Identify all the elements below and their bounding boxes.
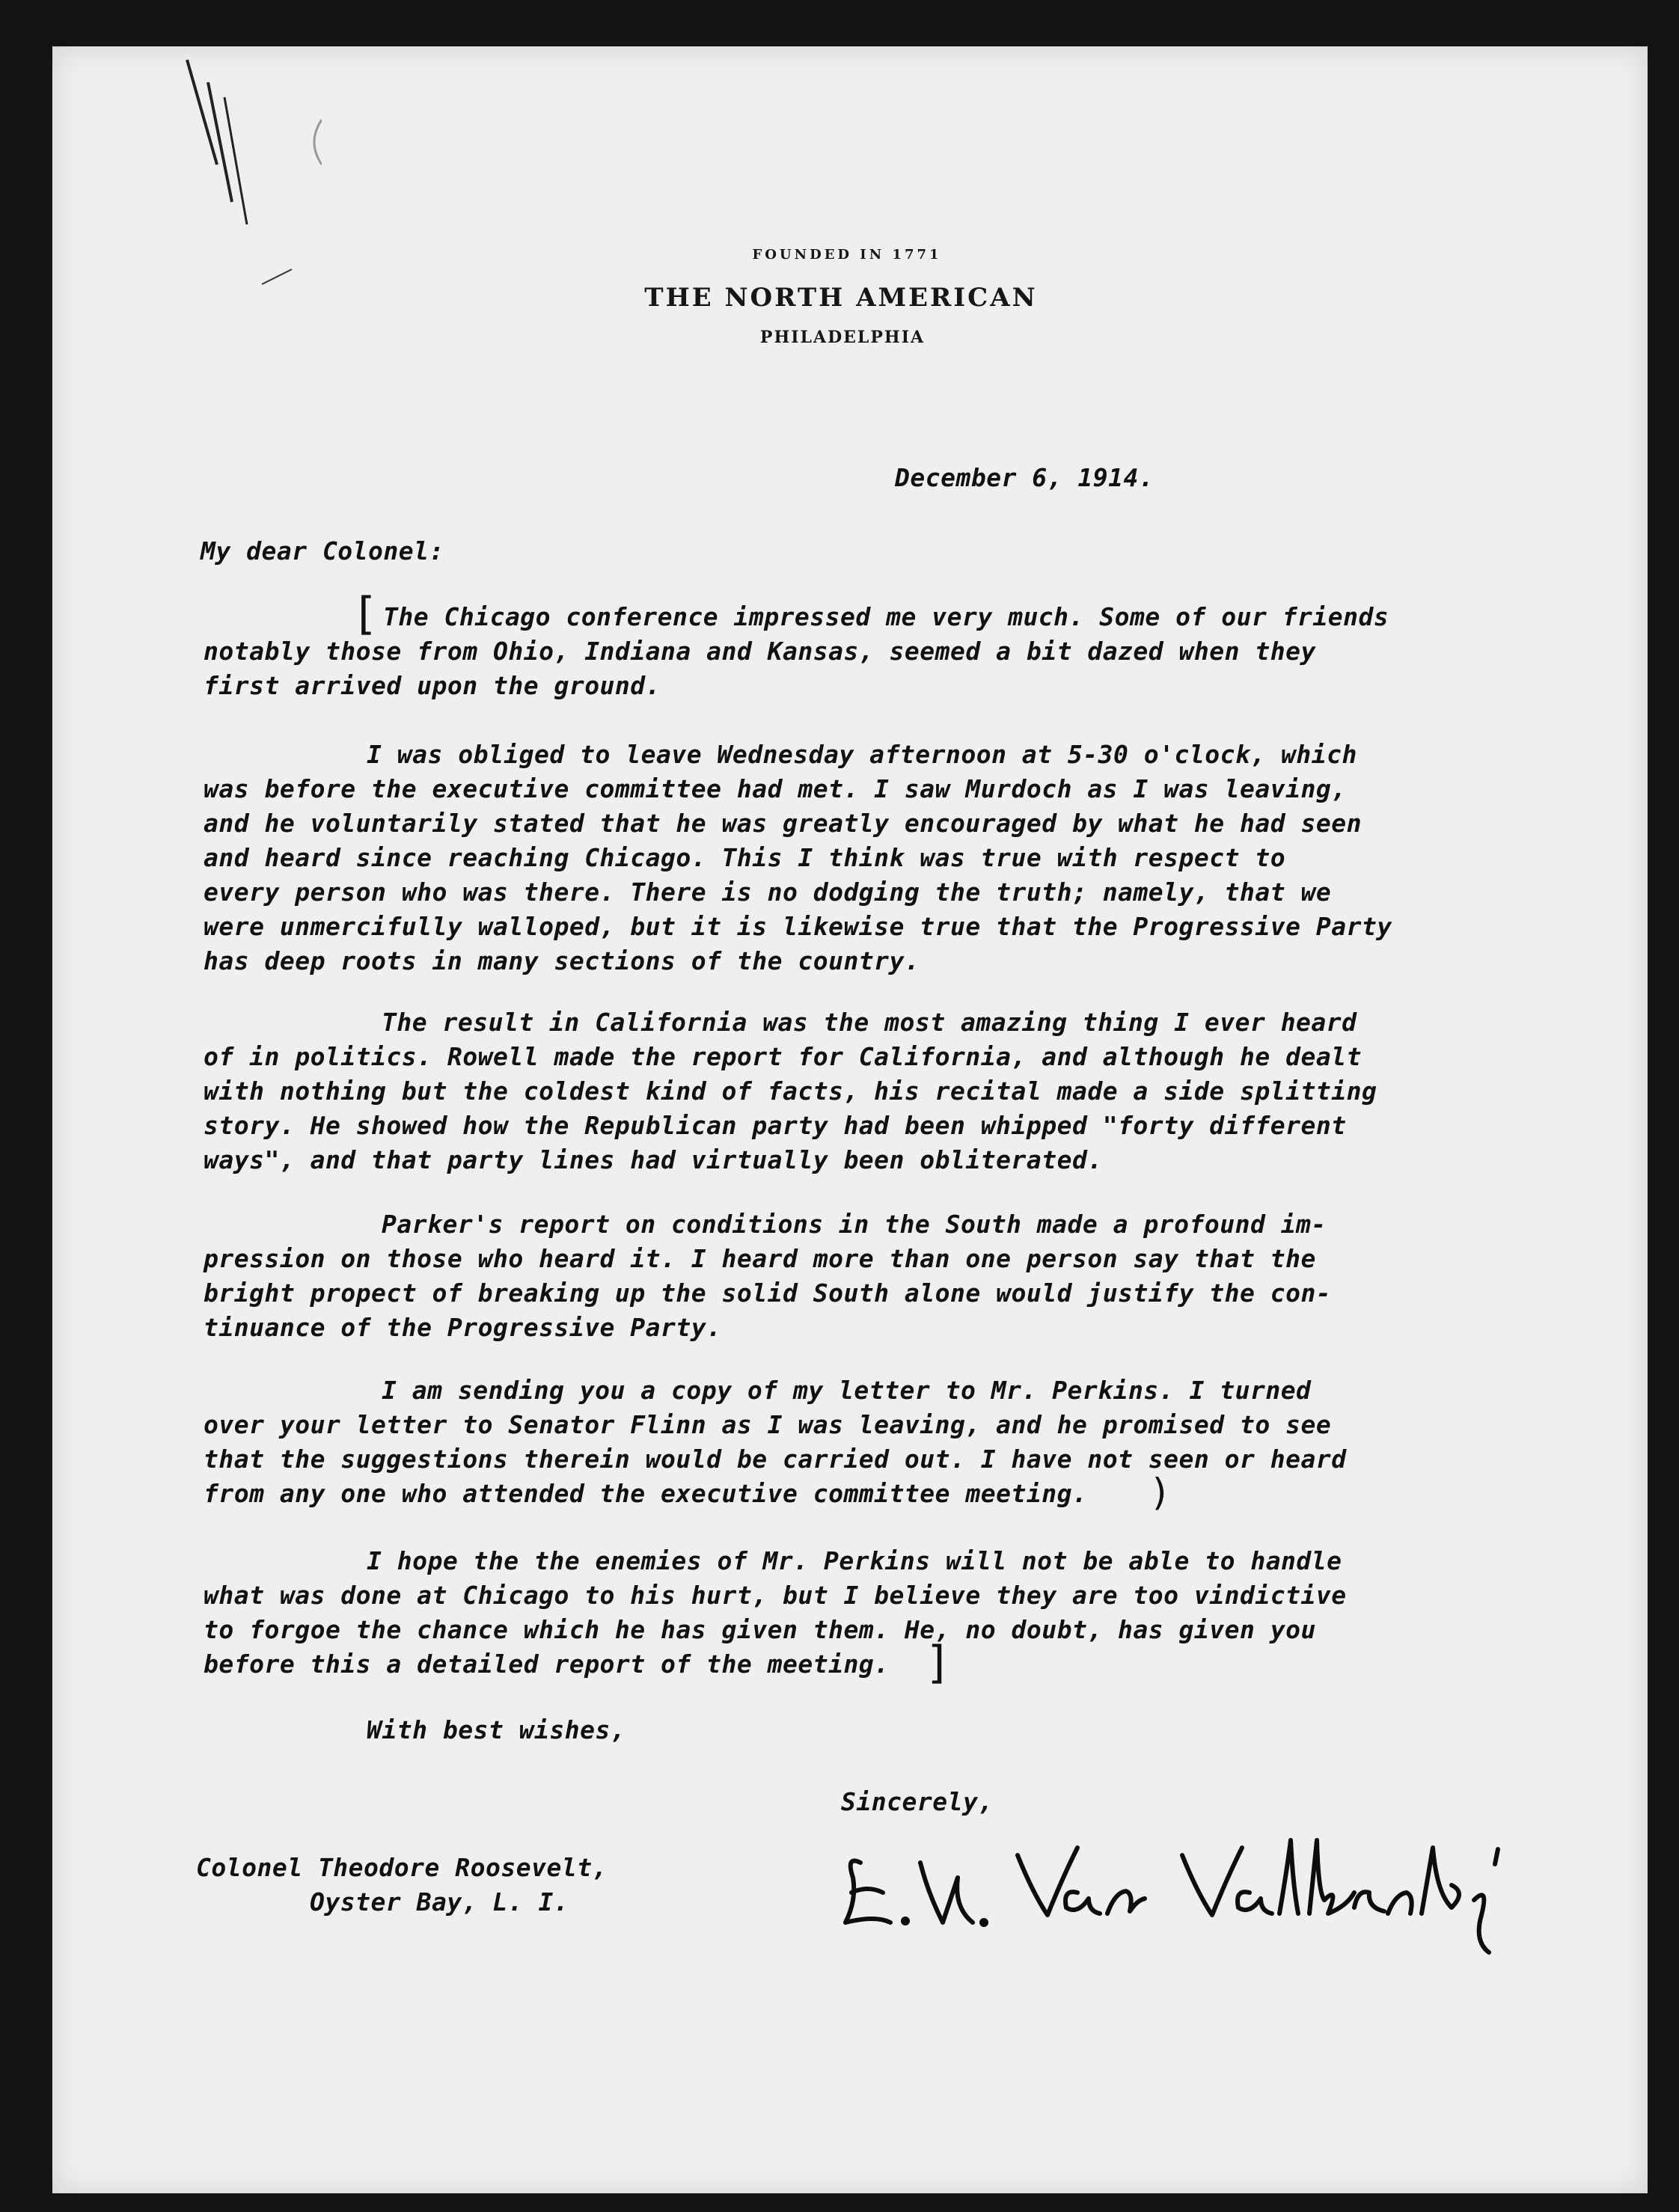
close-bracket-mark: ) [1152, 1471, 1167, 1514]
letterhead-city: PHILADELPHIA [759, 328, 926, 347]
paragraph-line: that the suggestions therein would be carried out. I have not seen or heard [204, 1444, 1347, 1474]
end-bracket-mark: ] [928, 1637, 946, 1689]
paragraph-line: were unmercifully walloped, but it is likewise true that the Progressive Party [204, 912, 1392, 941]
letter-date: December 6, 1914. [895, 463, 1154, 492]
paragraph-line: Parker's report on conditions in the South made a profound im- [382, 1210, 1327, 1239]
paragraph-line: and he voluntarily stated that he was greatly encouraged by what he had seen [204, 809, 1362, 838]
recipient-address: Oyster Bay, L. I. [310, 1887, 569, 1917]
paragraph-line: was before the executive committee had met. I saw Murdoch as I was leaving, [204, 774, 1347, 803]
open-bracket-mark: [ [358, 588, 376, 640]
letterhead-founded: FOUNDED IN 1771 [752, 247, 942, 263]
paragraph-line: first arrived upon the ground. [204, 671, 661, 700]
paragraph-line: to forgoe the chance which he has given them. He, no doubt, has given you [204, 1615, 1316, 1644]
paragraph-line: from any one who attended the executive committee meeting. [204, 1479, 1088, 1508]
handwritten-signature [831, 1810, 1534, 1967]
paragraph-line: over your letter to Senator Flinn as I was leaving, and he promised to see [204, 1410, 1332, 1439]
paragraph-line: pression on those who heard it. I heard more than one person say that the [204, 1244, 1316, 1273]
paragraph-line: of in politics. Rowell made the report for California, and although he dealt [204, 1042, 1362, 1071]
paragraph-line: bright propect of breaking up the solid South alone would justify the con- [204, 1278, 1332, 1308]
sign-off: Sincerely, [841, 1787, 994, 1816]
recipient-name: Colonel Theodore Roosevelt, [196, 1853, 608, 1882]
paragraph-line: The result in California was the most amazing thing I ever heard [382, 1008, 1357, 1037]
paragraph-line: story. He showed how the Republican party had been whipped "forty different [204, 1111, 1347, 1140]
paragraph-line: I hope the the enemies of Mr. Perkins will not be able to handle [367, 1546, 1342, 1575]
paragraph-line: before this a detailed report of the meeting. [204, 1649, 890, 1679]
closing-wishes: With best wishes, [367, 1715, 626, 1744]
paragraph-line: I am sending you a copy of my letter to Mr. Perkins. I turned [382, 1376, 1312, 1405]
paragraph-line: tinuance of the Progressive Party. [204, 1313, 722, 1342]
paragraph-line: with nothing but the coldest kind of facts, his recital made a side splitting [204, 1076, 1377, 1106]
paragraph-line: every person who was there. There is no dodging the truth; namely, that we [204, 877, 1332, 907]
paragraph-line: notably those from Ohio, Indiana and Kansas, seemed a bit dazed when they [204, 637, 1316, 666]
paragraph-line: what was done at Chicago to his hurt, but I believe they are too vindictive [204, 1581, 1347, 1610]
paragraph-line: has deep roots in many sections of the country. [204, 946, 920, 975]
paragraph-line: I was obliged to leave Wednesday afternoon at 5-30 o'clock, which [367, 740, 1357, 769]
paragraph-line: and heard since reaching Chicago. This I think was true with respect to [204, 843, 1286, 872]
paragraph-line: ways", and that party lines had virtually been obliterated. [204, 1145, 1103, 1174]
salutation: My dear Colonel: [201, 536, 444, 566]
paragraph-line: The Chicago conference impressed me very much. Some of our friends [383, 602, 1389, 631]
letterhead-title: THE NORTH AMERICAN [644, 283, 1038, 313]
